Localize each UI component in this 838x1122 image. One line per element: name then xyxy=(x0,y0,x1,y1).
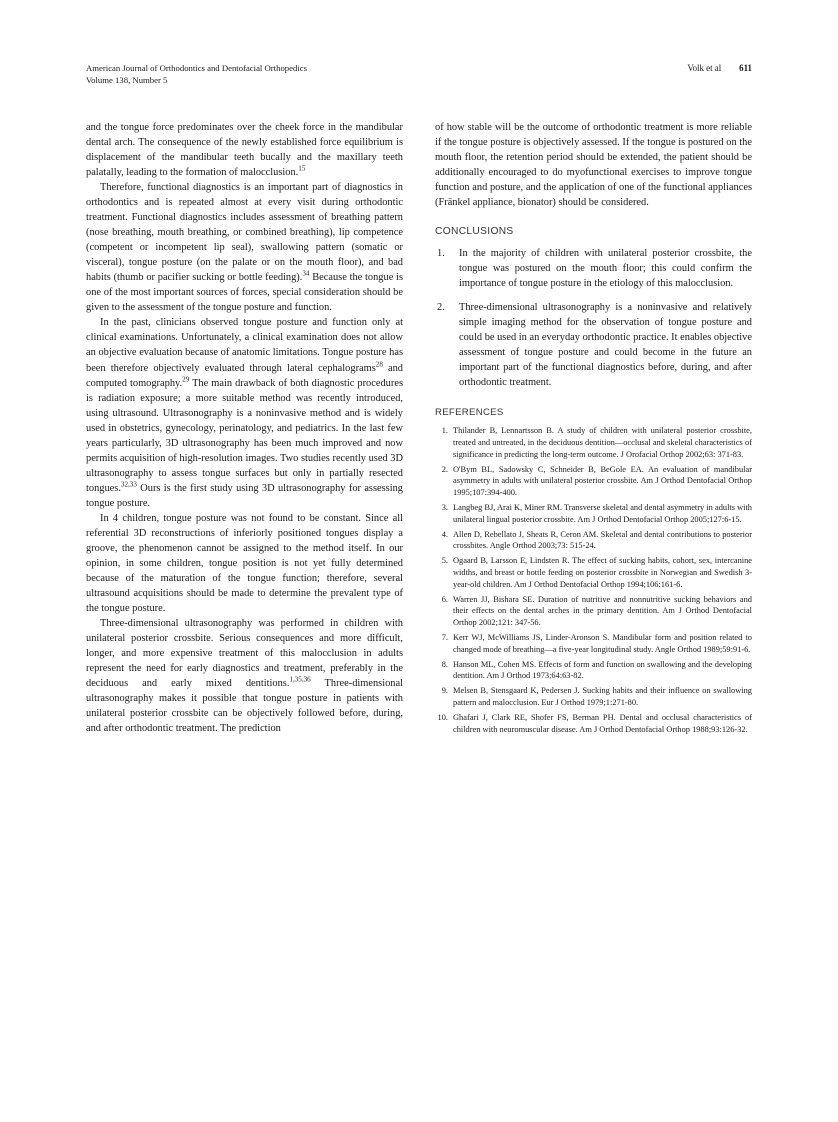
citation-marker: 32,33 xyxy=(120,480,137,489)
list-item xyxy=(435,425,752,460)
left-column xyxy=(86,120,403,739)
reference-number: 8. xyxy=(441,659,448,669)
journal-volume: Volume 138, Number 5 xyxy=(86,75,168,86)
reference-text: Melsen B, Stensgaard K, Pedersen J. Sucking habits and their influence on swallowing pattern and malocclusion. Eur J Orthod 1979;1:271-80. xyxy=(453,686,752,707)
list-item xyxy=(435,659,752,682)
reference-text: Allen D, Rebellato J, Sheats R, Ceron AM. Skeletal and dental contributions to posterior crossbites. Angle Orthod 2003;73: 515-24. xyxy=(453,529,752,551)
reference-number: 1. xyxy=(441,426,448,436)
paragraph: In 4 children, tongue posture was not found to be constant. Since all referential 3D reconstructions of inferiorly positioned tongues display a groove, the phenomenon cannot be assigned to the method itself. In our opinion, in some children, tongue position is not yet fully determined because of the maturation of the tongue function; therefore, several ultrasound acquisitions should be made to determine the prevalent type of the tongue posture. xyxy=(86,512,403,614)
list-item xyxy=(435,529,752,552)
reference-number: 10. xyxy=(437,713,448,723)
paragraph: Therefore, functional diagnostics is an important part of diagnostics in orthodontics and is repeated almost at every visit during orthodontic treatment. Functional diagnostics includes assessment of breathing pattern (nose breathing, mouth breathing, or combined breathing), lip competence (competent or incompetent lip seal), swallowing pattern (somatic or visceral), tongue posture (on the palate or on the mouth floor), and bad habits (thumb or pacifier sucking or bottle feeding).$^{34}$ Because the tongue is one of the most important sources of forces, special consideration should be given to the assessment of the tongue posture and function. xyxy=(86,182,403,314)
paragraph: In the past, clinicians observed tongue posture and function only at clinical examinations. Unfortunately, a clinical examination does not allow an objective evaluation because of anatomic limitations. Tongue posture has been therefore objectively evaluated through lateral cephalograms$^{28}$ and computed tomography.$^{29}$ The main drawback of both diagnostic procedures is radiation exposure; a more suitable method was recently introduced, using ultrasound. Ultrasonography is a noninvasive method and is widely used in obstetrics, gynecology, perinatology, and pediatrics. In the last few years particularly, 3D ultrasonography has been much improved and now permits acquisition of high-resolution images. Two studies recently used 3D ultrasonography to assess tongue surfaces but only in partially resected tongues.$^{32,33}$ Ours is the first study using 3D ultrasonography for assessing tongue posture. xyxy=(86,317,403,509)
page-number: 611 xyxy=(739,63,752,73)
section-heading-conclusions: CONCLUSIONS xyxy=(435,226,514,238)
reference-number: 3. xyxy=(441,503,448,513)
reference-number: 7. xyxy=(441,632,448,642)
page-header xyxy=(86,62,752,87)
list-item xyxy=(435,555,752,590)
reference-number: 2. xyxy=(441,464,448,474)
list-item xyxy=(435,685,752,708)
reference-text: O'Bym BL, Sadowsky C, Schneider B, BeGole EA. An evaluation of mandibular asymmetry in adults with unilateral posterior crossbite. Am J Orthod Dentofacial Orthop 1995;107:394-400. xyxy=(453,464,752,497)
list-item xyxy=(435,632,752,655)
references-list xyxy=(435,425,752,735)
list-item-text: Three-dimensional ultrasonography is a noninvasive and relatively simple imaging method for the observation of tongue posture and could be used in an everyday orthodontic practice. It enables objective assessment of tongue posture and could become in the future an important part of the functional diagnostics before, during, and after orthodontic treatment. xyxy=(459,302,752,389)
list-item-text: In the majority of children with unilateral posterior crossbite, the tongue was postured on the mouth floor; this could confirm the importance of tongue posture in the etiology of this malocclusion. xyxy=(459,248,752,290)
citation-marker: 15 xyxy=(298,164,306,173)
reference-text: Ogaard B, Larsson E, Lindsten R. The effect of sucking habits, cohort, sex, intercanine widths, and breast or bottle feeding on posterior crossbite in Norwegian and Swedish 3-year-old children. Am J Orthod Dentofacial Orthop 1994;106:161-6. xyxy=(453,556,752,589)
list-item xyxy=(435,502,752,525)
list-item xyxy=(435,594,752,629)
list-item xyxy=(435,712,752,735)
reference-text: Ghafari J, Clark RE, Shofer FS, Berman PH. Dental and occlusal characteristics of children with neuromuscular disease. Am J Orthod Dentofacial Orthop 1988;93:126-32. xyxy=(453,713,752,734)
author-running-head: Volk et al xyxy=(687,63,722,73)
reference-number: 5. xyxy=(441,556,448,566)
right-column xyxy=(435,120,752,739)
reference-text: Hanson ML, Cohen MS. Effects of form and function on swallowing and the developing dentition. Am J Orthod 1973;64:63-82. xyxy=(453,659,752,681)
reference-text: Langbeg BJ, Arai K, Miner RM. Transverse skeletal and dental asymmetry in adults with unilateral lingual posterior crossbite. Am J Orthod Dentofacial Orthop 2005;127:6-15. xyxy=(453,503,752,524)
paragraph: Three-dimensional ultrasonography was performed in children with unilateral posterior crossbite. Serious consequences and more difficult, longer, and more expensive treatment of this malocclusion in adults represent the need for early diagnostics and treatment, preferably in the deciduous and early mixed dentitions.$^{1,35,36}$ Three-dimensional ultrasonography makes it possible that tongue posture in patients with unilateral posterior crossbite can be objectively followed before, during, and after orthodontic treatment. The prediction xyxy=(86,618,404,735)
reference-text: Kerr WJ, McWilliams JS, Linder-Aronson S. Mandibular form and position related to changed mode of breathing—a five-year longitudinal study. Angle Orthod 1989;59:91-6. xyxy=(453,632,752,654)
section-heading-references: REFERENCES xyxy=(435,407,504,419)
reference-text: Warren JJ, Bishara SE. Duration of nutritive and nonnutritive sucking behaviors and their effects on the dental arches in the primary dentition. Am J Orthod Dentofacial Orthop 2002;121: 347-56. xyxy=(453,594,752,627)
citation-marker: 1,35,36 xyxy=(289,675,311,684)
citation-marker: 28 xyxy=(375,360,383,369)
reference-number: 4. xyxy=(441,529,448,539)
conclusions-list xyxy=(435,246,752,390)
list-item xyxy=(435,464,752,499)
reference-text: Thilander B, Lennartsson B. A study of children with unilateral posterior crossbite, treated and untreated, in the deciduous dentition—occlusal and skeletal characteristics of significance in predicting the long-term outcome. J Orofacial Orthop 2002;63: 371-83. xyxy=(453,426,752,459)
reference-number: 6. xyxy=(441,594,448,604)
citation-marker: 29 xyxy=(182,375,190,384)
list-item xyxy=(435,300,752,390)
list-item-number: 1. xyxy=(437,248,445,260)
running-head xyxy=(687,62,752,75)
list-item-number: 2. xyxy=(437,302,445,314)
journal-info xyxy=(86,62,307,87)
citation-marker: 34 xyxy=(302,269,310,278)
reference-number: 9. xyxy=(441,686,448,696)
list-item xyxy=(435,246,752,291)
journal-title: American Journal of Orthodontics and Dentofacial Orthopedics xyxy=(86,63,307,73)
paragraph: and the tongue force predominates over the cheek force in the mandibular dental arch. The consequence of the newly established force equilibrium is displacement of the mandibular teeth bucally and the maxillary teeth palatally, leading to the formation of malocclusion.$^{15}$ xyxy=(86,122,403,179)
two-column-body xyxy=(86,120,752,739)
paragraph: of how stable will be the outcome of orthodontic treatment is more reliable if the tongue posture is objectively assessed. If the tongue is postured on the mouth floor, the retention period should be extended, the patient should be additionally encouraged to do myofunctional exercises to improve tongue function and posture, and the application of one of the functional appliances (Fränkel appliance, bionator) should be considered. xyxy=(435,122,752,209)
